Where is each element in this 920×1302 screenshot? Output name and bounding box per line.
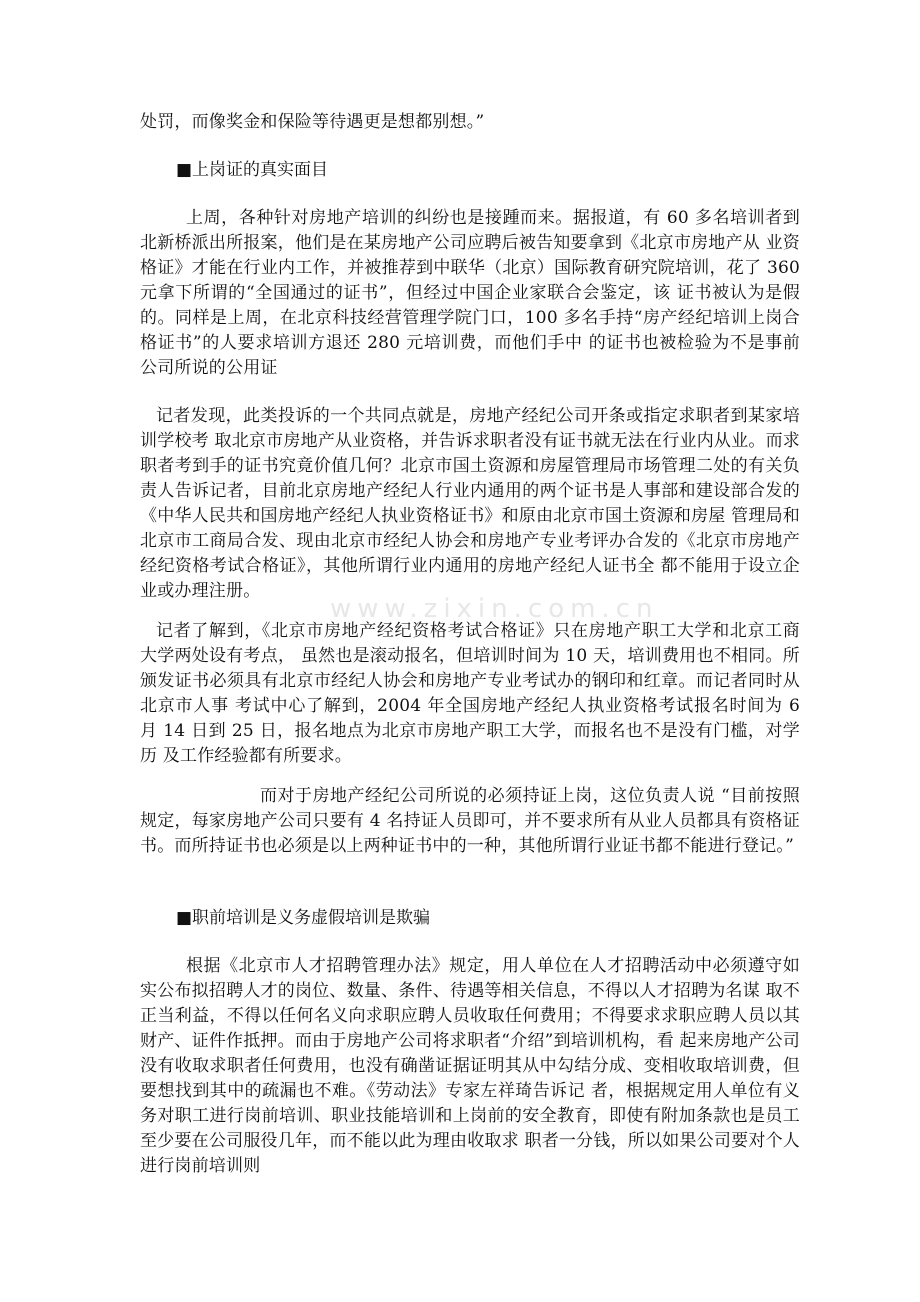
paragraph-reporter-findings: 记者发现，此类投诉的一个共同点就是，房地产经纪公司开条或指定求职者到某家培训学校考 取北京市房地产从业资格，并告诉求职者没有证书就无法在行业内从业。而求职者考到手的证书究竟价值几何？北京市国土资源和房屋管理局市场管理二处的有关负 责人告诉记者，目前北京房地产经纪人行业内通用的两个证书是人事部和建设部合发的《中华人民共和国房地产经纪人执业资格证书》和原由北京市国土资源和房屋 管理局和北京市工商局合发、现由北京市经纪人协会和房地产专业考评办合发的《北京市房地产经纪资格考试合格证》，其他所谓行业内通用的房地产经纪人证书全 都不能用于设立企业或办理注册。	[140, 406, 800, 601]
paragraph-training-disputes: 上周，各种针对房地产培训的纠纷也是接踵而来。据报道，有 60 多名培训者到北新桥派出所报案，他们是在某房地产公司应聘后被告知要拿到《北京市房地产从 业资格证》才能在行业内工作，并被推荐到中联华（北京）国际教育研究院培训，花了 360 元拿下所谓的“全国通过的证书”，但经过中国企业家联合会鉴定，该 证书被认为是假的。同样是上周，在北京科技经营管理学院门口，100 多名手持“房产经纪培训上岗合格证书”的人要求培训方退还 280 元培训费，而他们手中 的证书也被检验为不是事前公司所说的公用证	[140, 208, 800, 378]
paragraph-certified-staff: 而对于房地产经纪公司所说的必须持证上岗，这位负责人说 “目前按照规定，每家房地产公司只要有 4 名持证人员即可，并不要求所有从业人员都具有资格证书。而所持证书也必须是以上两种证书中的一种，其他所谓行业证书都不能进行登记。”	[140, 786, 800, 856]
paragraph-continuation: 处罚，而像奖金和保险等待遇更是想都别想。”	[140, 112, 485, 132]
paragraph-recruitment-rules: 根据《北京市人才招聘管理办法》规定，用人单位在人才招聘活动中必须遵守如实公布拟招聘人才的岗位、数量、条件、待遇等相关信息，不得以人才招聘为名谋 取不正当利益，不得以任何名义向求职应聘人员收取任何费用；不得要求求职应聘人员以其财产、证件作抵押。而由于房地产公司将求职者“介绍”到培训机构，看 起来房地产公司没有收取求职者任何费用，也没有确凿证据证明其从中勾结分成、变相收取培训费，但要想找到其中的疏漏也不难。《劳动法》专家左祥琦告诉记 者，根据规定用人单位有义务对职工进行岗前培训、职业技能培训和上岗前的安全教育，即使有附加条款也是员工至少要在公司服役几年，而不能以此为理由收取求 职者一分钱，所以如果公司要对个人进行岗前培训则	[140, 956, 800, 1176]
paragraph-exam-certificate: 记者了解到，《北京市房地产经纪资格考试合格证》只在房地产职工大学和北京工商大学两处设有考点， 虽然也是滚动报名，但培训时间为 10 天，培训费用也不相同。所颁发证书必须具有北京市经纪人协会和房地产专业考试办的钢印和红章。而记者同时从北京市人事 考试中心了解到，2004 年全国房地产经纪人执业资格考试报名时间为 6 月 14 日到 25 日，报名地点为北京市房地产职工大学，而报名也不是没有门槛，对学历 及工作经验都有所要求。	[140, 621, 800, 766]
section-heading-training: ■职前培训是义务虚假培训是欺骗	[176, 908, 431, 928]
watermark: www.zixin.com.cn	[330, 594, 659, 624]
section-heading-certificate: ■上岗证的真实面目	[176, 160, 329, 180]
